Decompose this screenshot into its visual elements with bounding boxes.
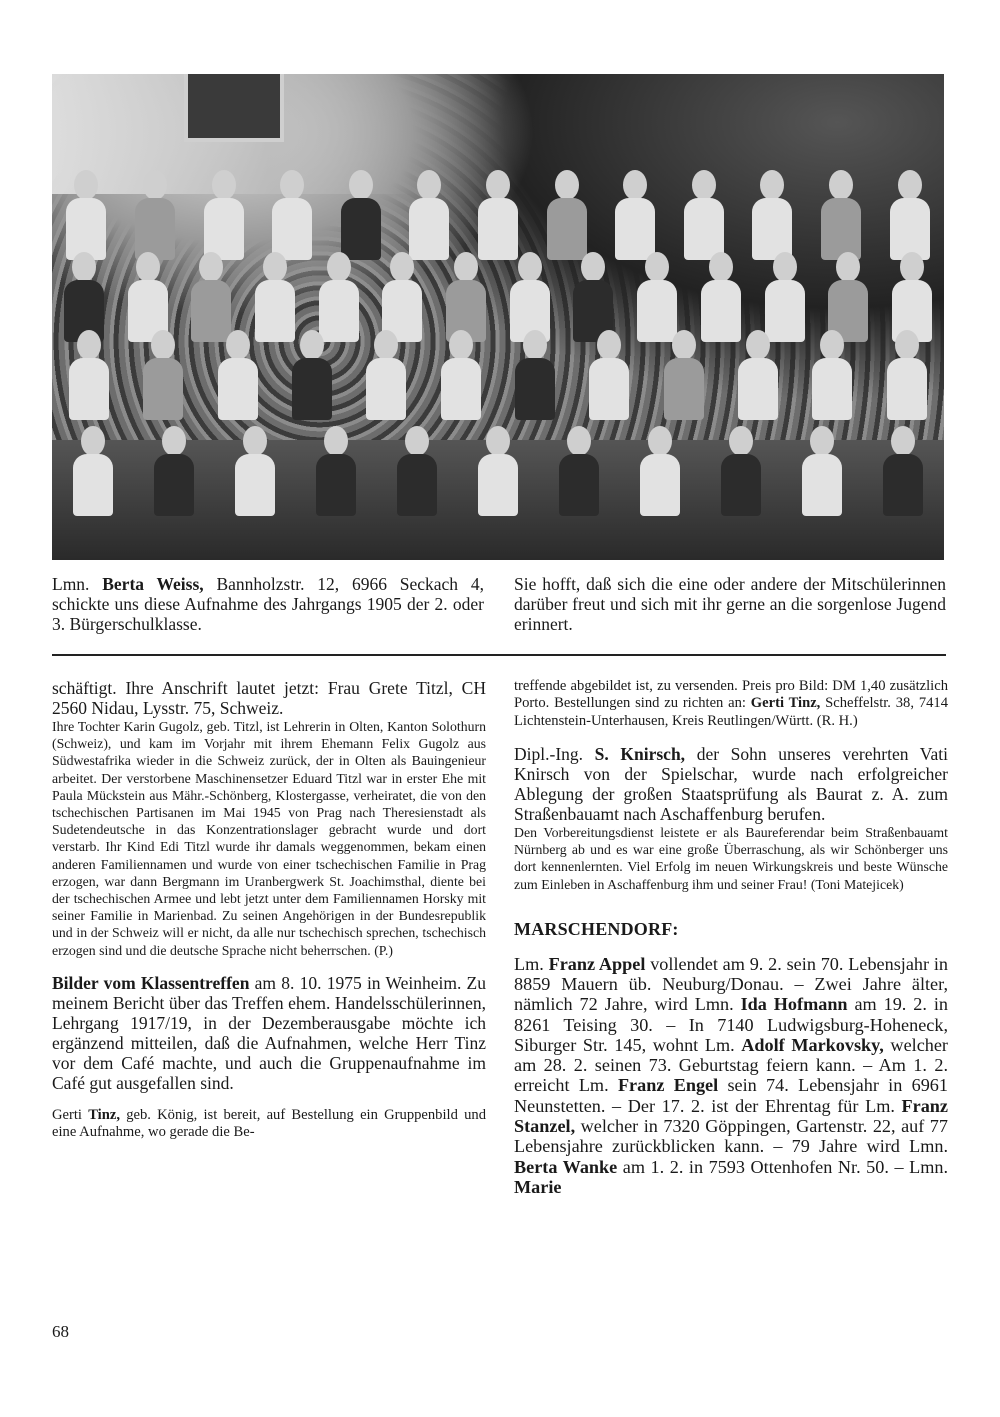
person-name: Marie xyxy=(514,1176,562,1197)
paragraph-text: am 1. 2. in 7593 Ottenhofen Nr. 50. – Lmn. xyxy=(617,1156,948,1177)
caption-name: Berta Weiss, xyxy=(102,574,204,594)
paragraph-text: am 19. 2. in 8261 Teising 30. – In 7140 Ludwigsburg-Hoheneck, Siburger Str. 145, wohnt Lm. xyxy=(514,994,948,1055)
person-name: Berta Wanke xyxy=(514,1156,618,1177)
right-paragraph-1 xyxy=(514,678,948,730)
right-p1-b: Scheffelstr. 38, 7414 Lichtenstein-Unterhausen, Kreis Reutlingen/Württ. (R. H.) xyxy=(514,695,949,729)
page-number: 68 xyxy=(52,1322,69,1341)
right-p2-a: Dipl.-Ing. xyxy=(514,743,595,764)
left-p4-b: geb. König, ist bereit, auf Bestellung ein Gruppenbild und eine Aufnahme, wo gerade die Be- xyxy=(52,1106,486,1141)
left-paragraph-1: schäftigt. Ihre Anschrift lautet jetzt: Frau Grete Titzl, CH 2560 Nidau, Lysstr. 75, Schweiz. xyxy=(52,678,486,718)
paragraph-text: vollendet am 9. 2. sein 70. Lebensjahr in 8859 Mauern üb. Neuburg/Donau. – Zwei Jahre älter, nämlich 72 Jahre, wird Lmn. xyxy=(514,953,949,1015)
photo-caption-right: Sie hofft, daß sich die eine oder andere der Mitschülerinnen darüber freut und sich mit ihr gerne an die sorgenlose Jugend erinnert. xyxy=(514,574,946,634)
right-p1-bold: Gerti Tinz, xyxy=(750,695,821,712)
person-name: Franz Appel xyxy=(548,953,646,974)
right-p2-bold: S. Knirsch, xyxy=(594,743,686,764)
left-paragraph-2: Ihre Tochter Karin Gugolz, geb. Titzl, ist Lehrerin in Olten, Kanton Solothurn (Schweiz), und kam im Vorjahr mit ihrem Ehemann Felix Gugolz aus Südwestafrika wieder in die Schweiz zurück, der in Olten als Bauingenieur arbeitet. Der verstorbene Maschinensetzer Eduard Titzl war in erster Ehe mit Paula Mückstein aus Mähr.-Schönberg, Klostergasse, verheiratet, die von den tschechischen Partisanen im Mai 1945 von Prag nach Theresienstadt als Sudetendeutsche in das Konzentrationslager gebracht wurde und dort verstarb. Ihr Kind Edi Titzl wurde ihr damals weggenommen, bekam einen anderen Familiennamen und wurde von einer tschechischen Familie in Prag erzogen, war dann Bergmann im Uranbergwerk St. Joachimsthal, diente bei der tschechischen Armee und lebt jetzt unter dem Familiennamen Horsky mit seiner Familie in Marienbad. Zu seinen Angehörigen in der Bundesrepublik und in der Schweiz will er nicht, da alle nur tschechisch sprechen, tschechisch erzogen sind und die deutsche Sprache nicht beherrschen. (P.) xyxy=(52,719,486,958)
right-p1-a: treffende abgebildet ist, zu versenden. Preis pro Bild: DM 1,40 zusätzlich Porto. Bestellungen sind zu richten an: xyxy=(514,678,948,712)
separator-rule xyxy=(52,654,946,656)
section-heading-marschendorf: MARSCHENDORF: xyxy=(514,918,679,939)
left-paragraph-4 xyxy=(52,1107,486,1142)
paragraph-text: sein 74. Lebensjahr in 6961 Neunstetten. – Der 17. 2. ist der Ehrentag für Lm. xyxy=(514,1075,948,1116)
person-name: Adolf Markovsky, xyxy=(741,1034,884,1055)
person-name: Franz Engel xyxy=(617,1075,719,1096)
paragraph-text: welcher am 28. 2. seinen 73. Geburtstag feiern kann. – Am 1. 2. erreicht Lm. xyxy=(514,1034,948,1096)
photo-caption-left xyxy=(52,574,484,634)
right-p2-b: der Sohn unseres verehrten Vati Knirsch von der Spielschar, wurde nach erfolgreicher Ablegung der großen Staatsprüfung als Baurat z. A. zum Straßenbauamt nach Aschaffenburg berufen. xyxy=(514,743,948,824)
photo-row-back xyxy=(52,170,944,260)
photo-row-middle xyxy=(52,252,944,342)
right-paragraph-3: Den Vorbereitungsdienst leistete er als Baureferendar beim Straßenbauamt Nürnberg ab und es war eine große Überraschung, als wir Schönberger uns dort kennenlernten. Viel Erfolg im neuen Wirkungskreis und beste Wünsche zum Einleben in Aschaffenburg ihm und seiner Frau! (Toni Matejicek) xyxy=(514,824,948,892)
klassentreffen-text: am 8. 10. 1975 in Weinheim. Zu meinem Bericht über das Treffen ehem. Handelsschülerinnen, Lehrgang 1917/19, in der Dezemberausgabe möchte ich ergänzend mitteilen, daß die Aufnahmen, welche Herr Tinz vor dem Café machte, und auch die Gruppenaufnahme im Café gut ausgefallen sind. xyxy=(52,972,486,1093)
photo-row-front xyxy=(52,426,944,516)
caption-prefix: Lmn. xyxy=(52,574,103,594)
caption-text: Bannholzstr. 12, 6966 Seckach 4, schickte uns diese Aufnahme des Jahrgangs 1905 der 2. oder 3. Bürgerschulklasse. xyxy=(52,574,484,634)
left-column xyxy=(52,678,486,1141)
klassentreffen-heading: Bilder vom Klassentreffen xyxy=(52,972,250,993)
class-photo xyxy=(52,74,944,560)
right-paragraph-2 xyxy=(514,744,948,824)
left-p4-bold: Tinz, xyxy=(88,1106,120,1123)
left-paragraph-3 xyxy=(52,973,486,1093)
left-p4-a: Gerti xyxy=(52,1106,89,1123)
right-paragraph-4 xyxy=(514,954,948,1198)
person-name: Franz Stanzel, xyxy=(514,1095,948,1137)
paragraph-text: Lm. xyxy=(514,953,549,974)
paragraph-text: welcher in 7320 Göppingen, Gartenstr. 22, auf 77 Lebensjahre zurückblicken kann. – 79 Jahre wird Lmn. xyxy=(514,1116,948,1157)
right-column xyxy=(514,678,948,1197)
photo-window xyxy=(184,74,284,142)
photo-row-seated xyxy=(52,330,944,420)
person-name: Ida Hofmann xyxy=(740,994,848,1015)
